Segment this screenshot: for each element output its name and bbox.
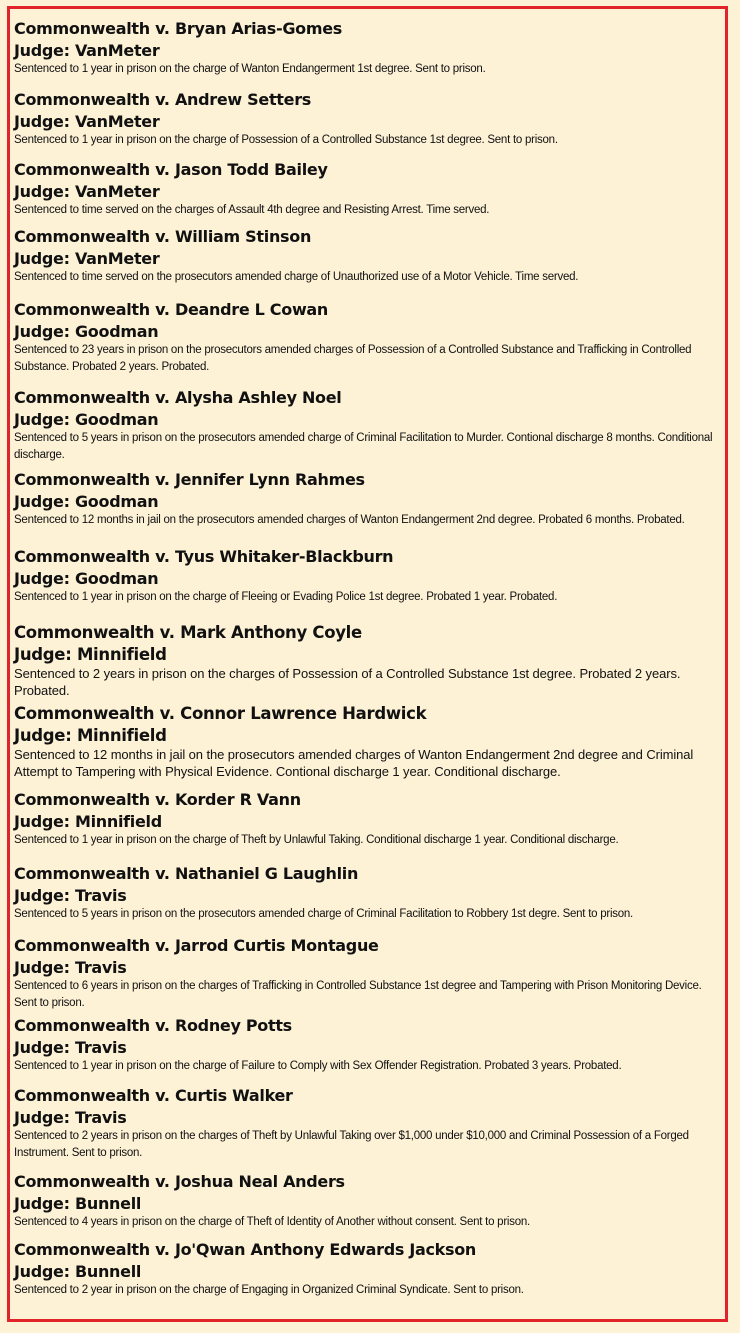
case-entry [14, 546, 720, 620]
case-entry [14, 387, 720, 467]
sentence-text: Sentenced to 2 year in prison on the charge of Engaging in Organized Criminal Syndicate. Sent to prison. [14, 1284, 524, 1296]
judge-name: Judge: Travis [14, 1108, 127, 1127]
sentence-text: Sentenced to 23 years in prison on the prosecutors amended charges of Possession of a Controlled Substance and Trafficking in Controlled Substance. Probated 2 years. Probated. [14, 344, 692, 373]
case-entry [14, 89, 720, 157]
case-entry [14, 18, 720, 87]
case-title: Commonwealth v. Jarrod Curtis Montague [14, 936, 379, 955]
judge-name: Judge: Goodman [14, 569, 159, 588]
case-entry [14, 159, 720, 224]
case-title: Commonwealth v. Deandre L Cowan [14, 300, 329, 319]
sentence-text: Sentenced to 12 months in jail on the prosecutors amended charges of Wanton Endangerment 2nd degree. Probated 6 months. Probated. [14, 514, 685, 526]
judge-name: Judge: VanMeter [14, 112, 160, 131]
sentence-text: Sentenced to 4 years in prison on the charge of Theft of Identity of Another without consent. Sent to prison. [14, 1216, 530, 1228]
case-title: Commonwealth v. Joshua Neal Anders [14, 1172, 345, 1191]
case-title: Commonwealth v. Nathaniel G Laughlin [14, 864, 359, 883]
case-title: Commonwealth v. Alysha Ashley Noel [14, 388, 342, 407]
judge-name: Judge: Goodman [14, 410, 159, 429]
case-entry [14, 1015, 720, 1083]
judge-name: Judge: VanMeter [14, 41, 160, 60]
sentence-text: Sentenced to 6 years in prison on the charges of Trafficking in Controlled Substance 1st degree and Tampering with Prison Monitoring Device. Sent to prison. [14, 980, 702, 1009]
judge-name: Judge: Goodman [14, 322, 159, 341]
case-entry [14, 226, 720, 297]
case-title: Commonwealth v. Andrew Setters [14, 90, 312, 109]
judge-name: Judge: Bunnell [14, 1262, 142, 1281]
case-title: Commonwealth v. Jason Todd Bailey [14, 160, 328, 179]
sentence-text: Sentenced to 12 months in jail on the prosecutors amended charges of Wanton Endangerment 2nd degree and Criminal Attempt to Tampering with Physical Evidence. Contional discharge 1 year. Conditional discharge. [14, 747, 694, 779]
judge-name: Judge: Minnifield [14, 726, 167, 745]
sentence-text: Sentenced to time served on the charges of Assault 4th degree and Resisting Arrest. Time served. [14, 204, 490, 216]
sentence-text: Sentenced to 1 year in prison on the charge of Theft by Unlawful Taking. Conditional discharge 1 year. Conditional discharge. [14, 834, 619, 846]
case-entry [14, 935, 720, 1013]
case-entry [14, 469, 720, 544]
case-entry [14, 703, 720, 787]
case-title: Commonwealth v. William Stinson [14, 227, 312, 246]
case-entry [14, 1239, 720, 1305]
judge-name: Judge: Minnifield [14, 812, 162, 831]
sentence-text: Sentenced to 1 year in prison on the charge of Possession of a Controlled Substance 1st degree. Sent to prison. [14, 134, 558, 146]
sentence-text: Sentenced to 1 year in prison on the charge of Wanton Endangerment 1st degree. Sent to prison. [14, 63, 486, 75]
case-title: Commonwealth v. Jo'Qwan Anthony Edwards Jackson [14, 1240, 477, 1259]
judge-name: Judge: Bunnell [14, 1194, 142, 1213]
judge-name: Judge: Minnifield [14, 645, 167, 664]
case-title: Commonwealth v. Tyus Whitaker-Blackburn [14, 547, 394, 566]
case-title: Commonwealth v. Korder R Vann [14, 790, 301, 809]
case-title: Commonwealth v. Jennifer Lynn Rahmes [14, 470, 365, 489]
case-title: Commonwealth v. Rodney Potts [14, 1016, 292, 1035]
case-title: Commonwealth v. Curtis Walker [14, 1086, 293, 1105]
case-entry [14, 1171, 720, 1237]
case-title: Commonwealth v. Bryan Arias-Gomes [14, 19, 343, 38]
case-entry [14, 622, 720, 701]
case-list [14, 18, 720, 1307]
sentence-text: Sentenced to 2 years in prison on the charges of Theft by Unlawful Taking over $1,000 under $10,000 and Criminal Possession of a Forged Instrument. Sent to prison. [14, 1130, 689, 1159]
sentence-text: Sentenced to 1 year in prison on the charge of Fleeing or Evading Police 1st degree. Probated 1 year. Probated. [14, 591, 558, 603]
sentence-text: Sentenced to 5 years in prison on the prosecutors amended charge of Criminal Facilitation to Murder. Contional discharge 8 months. Conditional discharge. [14, 432, 713, 461]
case-entry [14, 863, 720, 933]
case-title: Commonwealth v. Connor Lawrence Hardwick [14, 704, 427, 723]
sentence-text: Sentenced to 1 year in prison on the charge of Failure to Comply with Sex Offender Registration. Probated 3 years. Probated. [14, 1060, 622, 1072]
case-entry [14, 789, 720, 861]
judge-name: Judge: VanMeter [14, 249, 160, 268]
case-entry [14, 299, 720, 385]
judge-name: Judge: Goodman [14, 492, 159, 511]
case-entry [14, 1085, 720, 1169]
judge-name: Judge: Travis [14, 886, 127, 905]
sentence-text: Sentenced to 5 years in prison on the prosecutors amended charge of Criminal Facilitation to Robbery 1st degre. Sent to prison. [14, 908, 633, 920]
case-title: Commonwealth v. Mark Anthony Coyle [14, 623, 362, 642]
sentence-text: Sentenced to 2 years in prison on the charges of Possession of a Controlled Substance 1st degree. Probated 2 years. Probated. [14, 666, 681, 698]
judge-name: Judge: Travis [14, 958, 127, 977]
judge-name: Judge: Travis [14, 1038, 127, 1057]
sentence-text: Sentenced to time served on the prosecutors amended charge of Unauthorized use of a Motor Vehicle. Time served. [14, 271, 579, 283]
judge-name: Judge: VanMeter [14, 182, 160, 201]
